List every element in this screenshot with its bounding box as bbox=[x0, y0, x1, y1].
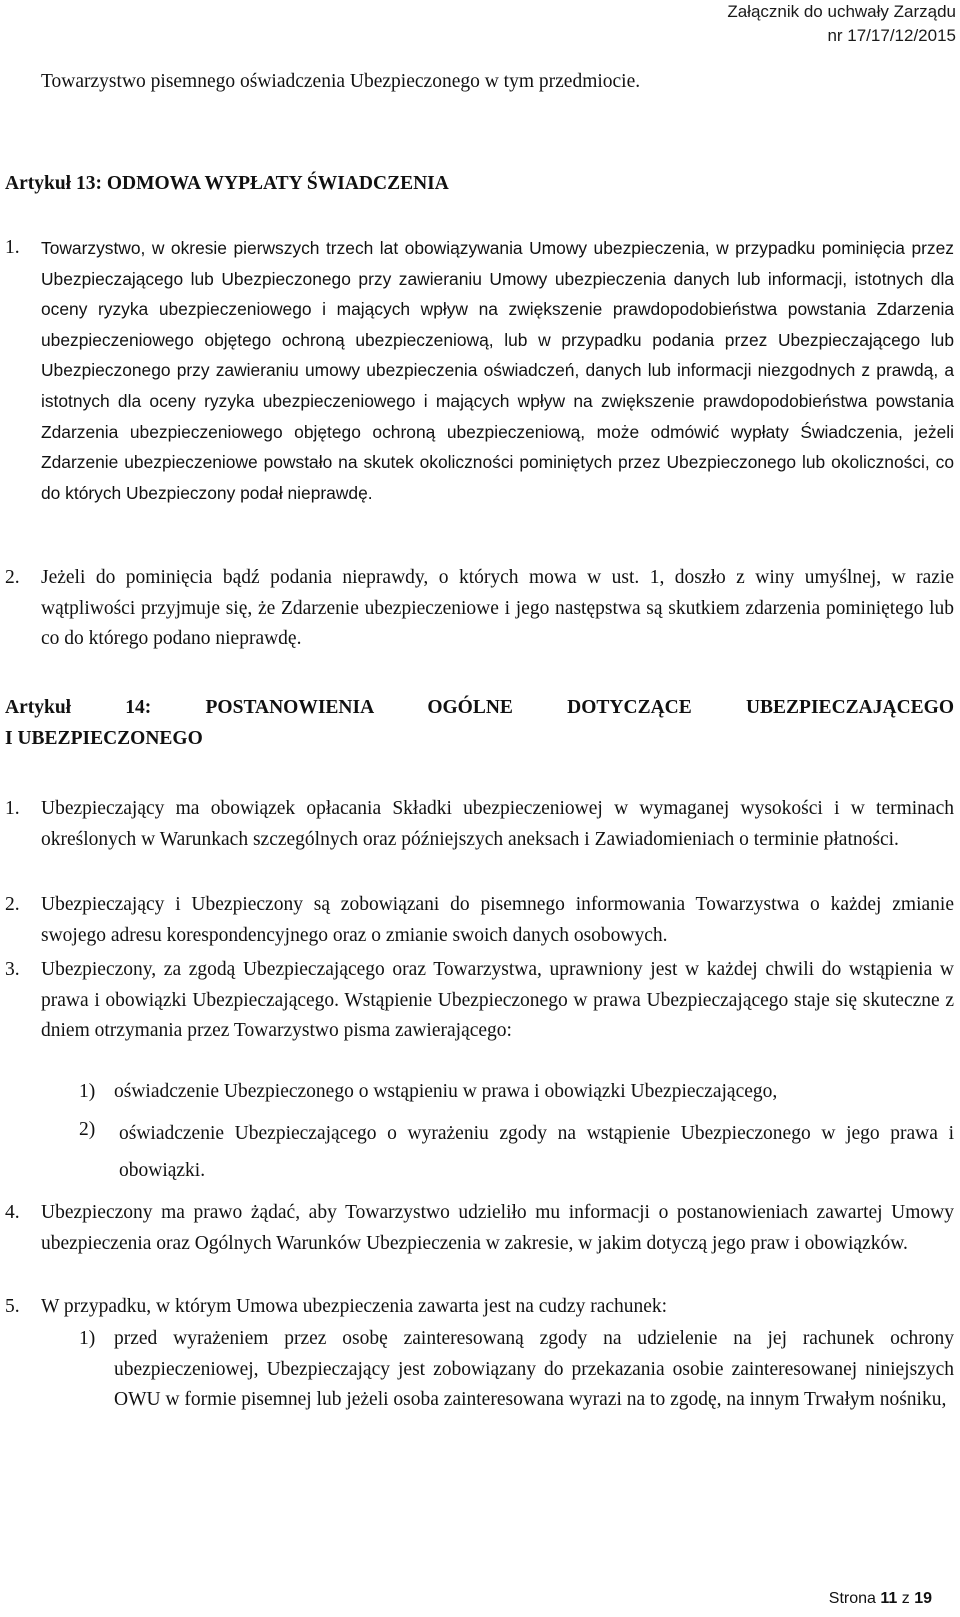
intro-line: Towarzystwo pisemnego oświadczenia Ubezpieczonego w tym przedmiocie. bbox=[41, 71, 641, 92]
header-attachment-title: Załącznik do uchwały Zarządu bbox=[727, 2, 956, 21]
art14-item-1-number: 1. bbox=[5, 798, 20, 819]
art14-item-3-sub-1-number: 1) bbox=[79, 1081, 96, 1102]
footer-page-prefix: Strona bbox=[828, 1590, 876, 1607]
art13-item-2-number: 2. bbox=[5, 567, 20, 588]
document-header bbox=[727, 0, 956, 48]
article-14-heading-line2: I UBEZPIECZONEGO bbox=[5, 728, 203, 749]
art13-item-1-text: Towarzystwo, w okresie pierwszych trzech lat obowiązywania Umowy ubezpieczenia, w przypadku pominięcia przez Ubezpieczającego lub Ubezpieczonego przy zawieraniu Umowy ubezpieczenia danych lub informacji, istotnych dla oceny ryzyka ubezpieczeniowego i mających wpływ na zwiększenie prawdopodobieństwa powstania Zdarzenia ubezpieczeniowego objętego ochroną ubezpieczeniową, lub w przypadku podania przez Ubezpieczającego lub Ubezpieczonego przy zawieraniu umowy ubezpieczenia oświadczeń, danych lub informacji niezgodnych z prawdą, a istotnych dla oceny ryzyka ubezpieczeniowego i mających wpływ na zwiększenie prawdopodobieństwa powstania Zdarzenia ubezpieczeniowego objętego ochroną ubezpieczeniową, może odmówić wypłaty Świadczenia, jeżeli Zdarzenie ubezpieczeniowe powstało na skutek okoliczności pominiętych przez Ubezpieczonego lub okoliczności, co do których Ubezpieczony podał nieprawdę. bbox=[41, 238, 954, 503]
art14-item-2-text: Ubezpieczający i Ubezpieczony są zobowiązani do pisemnego informowania Towarzystwa o każdej zmianie swojego adresu korespondencyjnego oraz o zmianie swoich danych osobowych. bbox=[41, 894, 954, 946]
art14-item-5-sub-1-text: przed wyrażeniem przez osobę zainteresowaną zgody na udzielenie na jej rachunek ochrony ubezpieczeniowej, Ubezpieczający jest zobowiązany do przekazania osobie zainteresowanej niniejszych OWU w formie pisemnej lub jeżeli osoba zainteresowana wyrazi na to zgodę, na innym Trwałym nośniku, bbox=[114, 1328, 954, 1411]
art14-item-1-text: Ubezpieczający ma obowiązek opłacania Składki ubezpieczeniowej w wymaganej wysokości i w terminach określonych w Warunkach szczególnych oraz późniejszych aneksach i Zawiadomieniach o terminie płatności. bbox=[41, 798, 954, 850]
art14-item-5-text: W przypadku, w którym Umowa ubezpieczenia zawarta jest na cudzy rachunek: bbox=[41, 1296, 668, 1317]
art14-item-3-number: 3. bbox=[5, 959, 20, 980]
header-resolution-number: nr 17/17/12/2015 bbox=[827, 26, 956, 45]
article-13-heading: Artykuł 13: ODMOWA WYPŁATY ŚWIADCZENIA bbox=[5, 173, 449, 194]
art14-item-3-sub-1-text: oświadczenie Ubezpieczonego o wstąpieniu w prawa i obowiązki Ubezpieczającego, bbox=[114, 1081, 778, 1102]
footer-total-pages: 19 bbox=[914, 1590, 932, 1607]
art14-item-5-sub-1-number: 1) bbox=[79, 1328, 96, 1349]
art14-item-3-text: Ubezpieczony, za zgodą Ubezpieczającego oraz Towarzystwa, uprawniony jest w każdej chwili do wstąpienia w prawa i obowiązki Ubezpieczającego. Wstąpienie Ubezpieczonego w prawa Ubezpieczającego staje się skuteczne z dniem otrzymania przez Towarzystwo pisma zawierającego: bbox=[41, 959, 954, 1042]
art13-item-1-number: 1. bbox=[5, 237, 20, 258]
art14-item-3-sub-2-number: 2) bbox=[79, 1119, 96, 1140]
art14-item-4-number: 4. bbox=[5, 1202, 20, 1223]
art13-item-2-text: Jeżeli do pominięcia bądź podania nieprawdy, o których mowa w ust. 1, doszło z winy umyślnej, w razie wątpliwości przyjmuje się, że Zdarzenie ubezpieczeniowe i jego następstwa są skutkiem zdarzenia pominiętego lub co do którego podano nieprawdę. bbox=[41, 567, 954, 650]
art14-item-5-number: 5. bbox=[5, 1296, 20, 1317]
footer-current-page: 11 bbox=[880, 1590, 898, 1607]
art14-item-2-number: 2. bbox=[5, 894, 20, 915]
art14-item-4-text: Ubezpieczony ma prawo żądać, aby Towarzystwo udzieliło mu informacji o postanowieniach zawartej Umowy ubezpieczenia oraz Ogólnych Warunków Ubezpieczenia w zakresie, w jakim dotyczą jego praw i obowiązków. bbox=[41, 1202, 954, 1254]
art14-item-3-sub-2-text: oświadczenie Ubezpieczającego o wyrażeniu zgody na wstąpienie Ubezpieczonego w jego prawa i obowiązki. bbox=[119, 1123, 954, 1181]
footer-of: z bbox=[901, 1590, 910, 1607]
article-14-heading-line1: Artykuł 14: POSTANOWIENIA OGÓLNE DOTYCZĄCE UBEZPIECZAJĄCEGO bbox=[5, 697, 954, 718]
page-number-footer bbox=[829, 1590, 932, 1608]
